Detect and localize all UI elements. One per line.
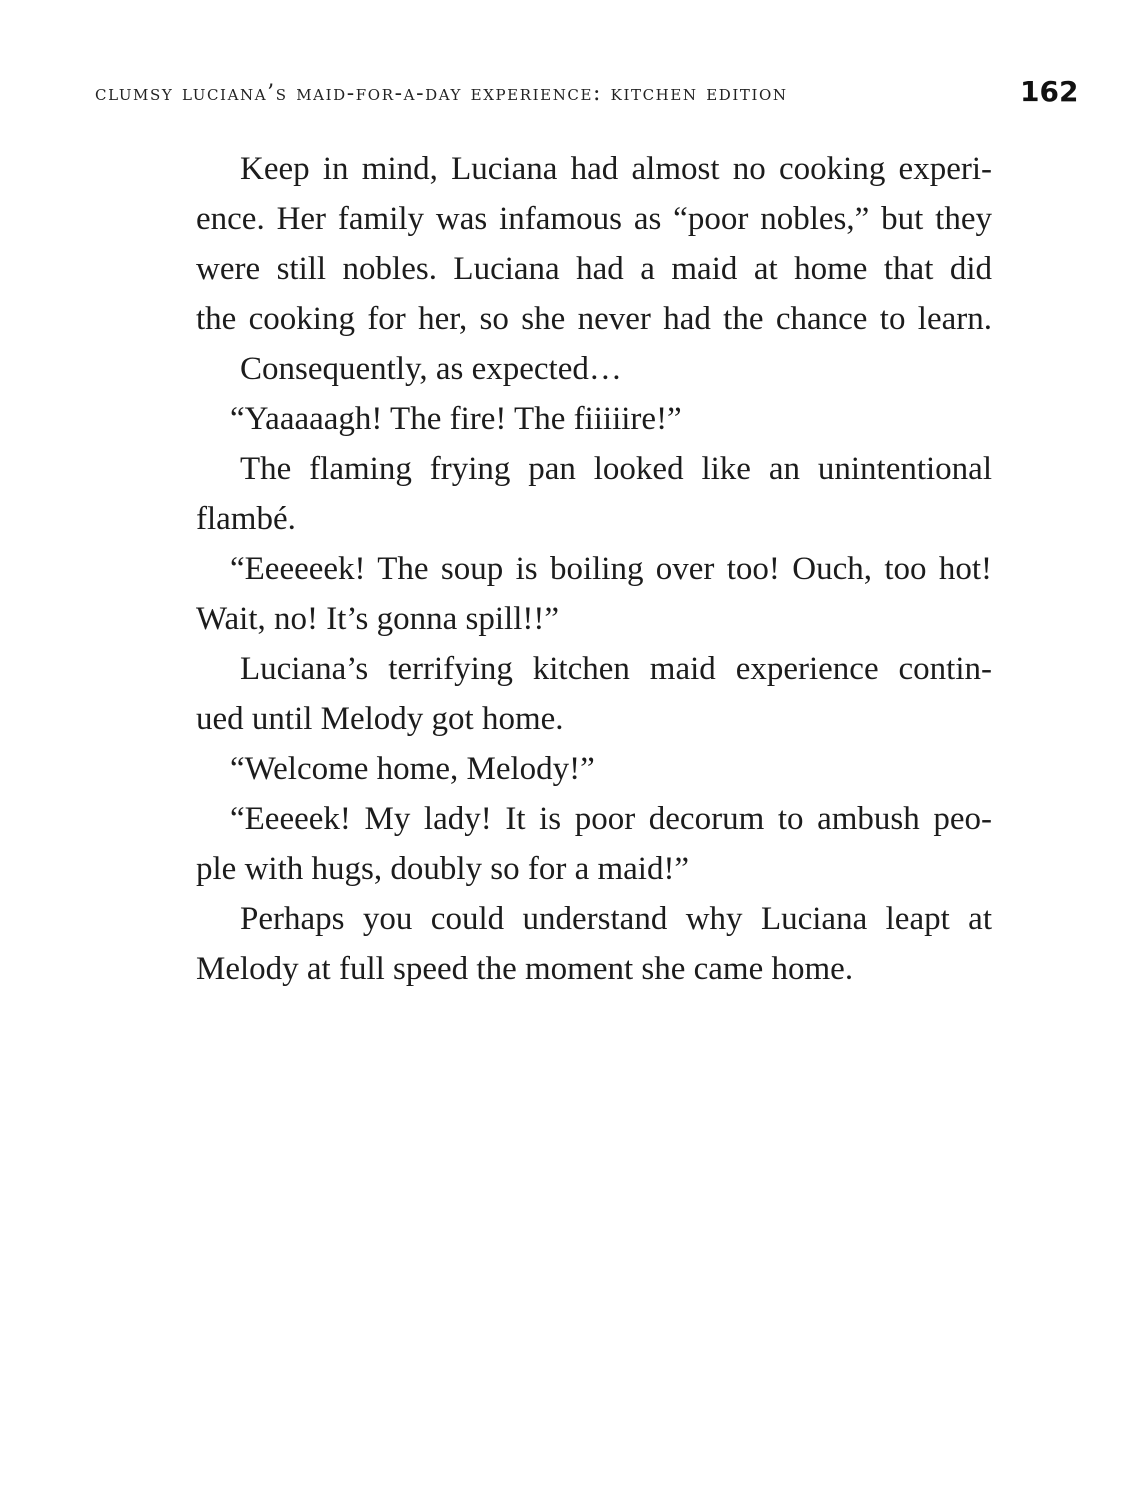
dialogue-line: “Eeeeeek! The soup is boiling over too! Ouch, too hot!	[230, 551, 992, 587]
text-line: the cooking for her, so she never had the chance to learn.	[196, 301, 992, 337]
text-line: Melody at full speed the moment she came home.	[196, 951, 854, 987]
text-line: were still nobles. Luciana had a maid at home that did	[196, 251, 992, 287]
page-number: 162	[1020, 75, 1079, 108]
text-line: Luciana’s terrifying kitchen maid experience contin-	[240, 651, 992, 687]
dialogue-line: “Eeeeek! My lady! It is poor decorum to ambush peo-	[230, 801, 992, 837]
text-line: Keep in mind, Luciana had almost no cooking experi-	[240, 151, 992, 187]
text-line: Consequently, as expected…	[240, 351, 622, 387]
text-line: ence. Her family was infamous as “poor nobles,” but they	[196, 201, 992, 237]
dialogue-line: “Welcome home, Melody!”	[230, 751, 595, 787]
body-text	[196, 144, 992, 994]
dialogue-line: Wait, no! It’s gonna spill!!”	[196, 601, 560, 637]
running-head-title: clumsy luciana’s maid-for-a-day experience: kitchen edition	[95, 81, 788, 106]
text-line: flambé.	[196, 501, 296, 537]
text-line: ued until Melody got home.	[196, 701, 564, 737]
text-line: Perhaps you could understand why Luciana leapt at	[240, 901, 992, 937]
text-line: The flaming frying pan looked like an unintentional	[240, 451, 992, 487]
dialogue-line: “Yaaaaagh! The fire! The fiiiiire!”	[230, 401, 682, 437]
dialogue-line: ple with hugs, doubly so for a maid!”	[196, 851, 690, 887]
